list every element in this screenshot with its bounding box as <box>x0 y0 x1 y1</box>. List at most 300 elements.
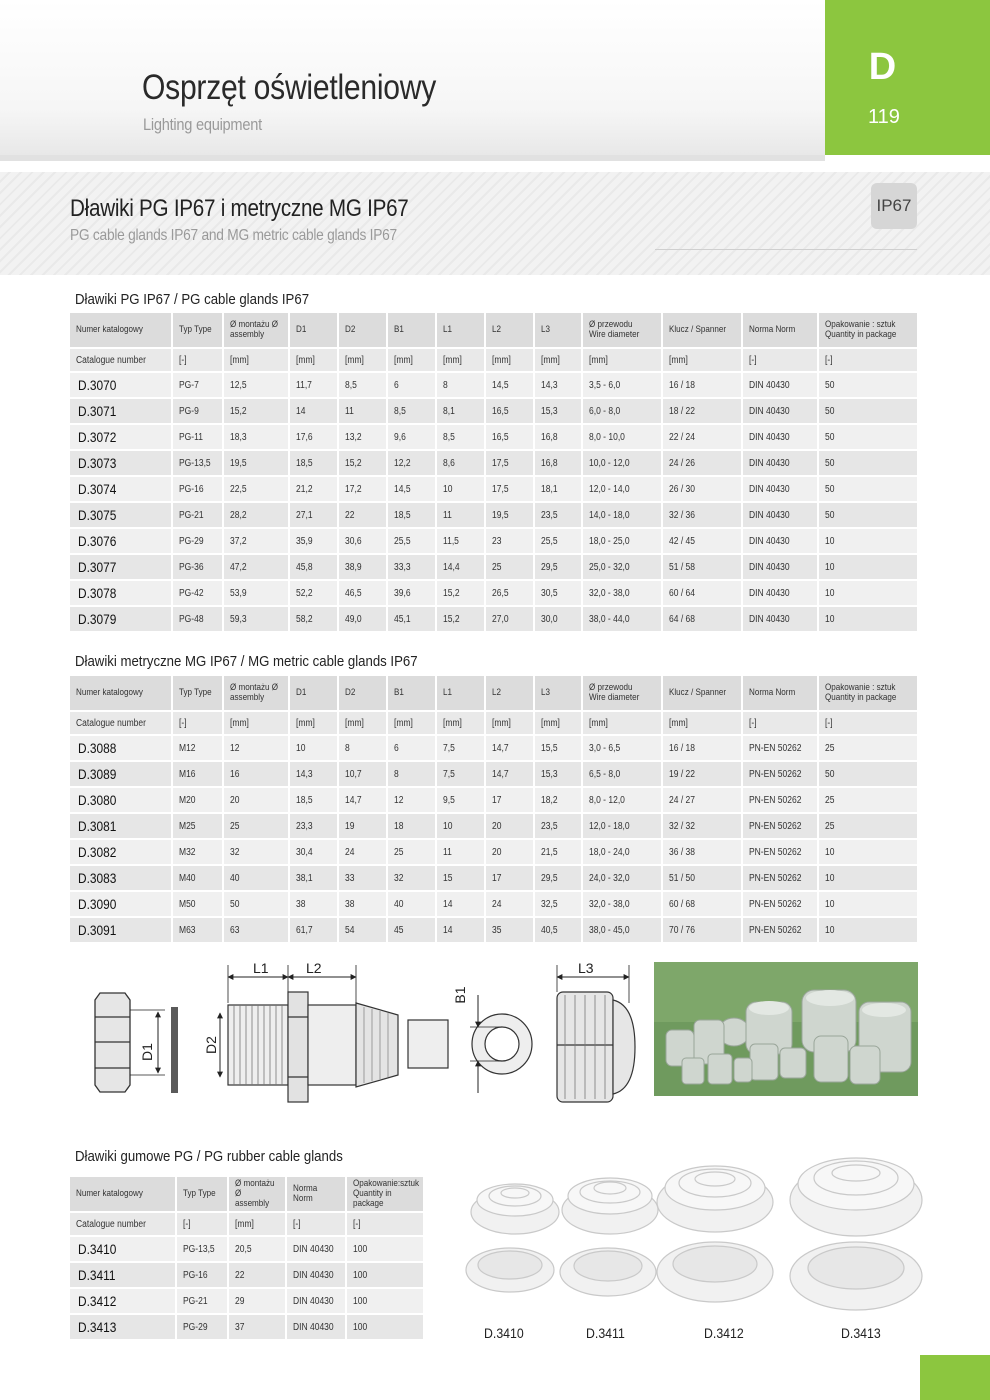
table-cell-text: 25,0 - 32,0 <box>589 561 630 573</box>
table-cell <box>436 450 485 476</box>
table-cell-text: 50 <box>825 431 835 443</box>
table-cell <box>582 761 662 787</box>
table-cell <box>436 580 485 606</box>
table-cell-text: 30,5 <box>541 587 558 599</box>
unit-cell-text: [-] <box>183 1218 191 1230</box>
table-cell <box>223 450 289 476</box>
table-cell <box>485 580 534 606</box>
table-cell <box>223 761 289 787</box>
unit-cell <box>228 1212 286 1236</box>
table-cell <box>223 398 289 424</box>
column-header <box>70 313 172 348</box>
table-cell <box>289 735 338 761</box>
table-cell <box>534 450 582 476</box>
table-cell <box>172 787 223 813</box>
table-cell <box>818 502 918 528</box>
table-cell <box>742 813 818 839</box>
table-cell <box>582 476 662 502</box>
table-cell <box>582 424 662 450</box>
table-cell-text: 39,6 <box>394 587 411 599</box>
table-row <box>70 450 918 476</box>
table-cell <box>172 502 223 528</box>
table-cell-text: 50 <box>825 483 835 495</box>
column-header-text: Numer katalogowy <box>76 324 143 335</box>
table-cell <box>818 580 918 606</box>
table-cell-text: 26,5 <box>492 587 509 599</box>
table-cell <box>582 398 662 424</box>
table-cell <box>346 1288 424 1314</box>
table-cell-text: 38 <box>296 898 306 910</box>
unit-cell-text: [-] <box>749 717 757 729</box>
table-cell <box>223 735 289 761</box>
table-cell <box>223 528 289 554</box>
catalogue-number <box>70 424 172 450</box>
unit-cell <box>289 348 338 372</box>
catalogue-number <box>70 761 172 787</box>
table-cell <box>387 502 436 528</box>
table-cell-text: 11 <box>443 509 452 521</box>
table-cell <box>742 528 818 554</box>
table-cell-text: 10 <box>825 613 835 625</box>
column-header <box>387 676 436 711</box>
table-cell-text: 45 <box>394 924 404 936</box>
table-cell-text: 12,0 - 18,0 <box>589 820 630 832</box>
table-cell <box>172 735 223 761</box>
table-cell-text: 12 <box>394 794 404 806</box>
catalogue-number-text: D.3412 <box>78 1293 117 1309</box>
table-cell <box>662 372 742 398</box>
unit-cell-text: [mm] <box>492 354 511 366</box>
table-cell-text: 19 <box>345 820 355 832</box>
table-cell-text: 23,5 <box>541 820 558 832</box>
catalogue-number-text: D.3091 <box>78 922 117 938</box>
table-cell-text: PG-11 <box>179 431 203 443</box>
table-cell-text: 14,5 <box>492 379 509 391</box>
table-cell <box>387 424 436 450</box>
table-cell <box>223 424 289 450</box>
table-row <box>70 372 918 398</box>
table-cell <box>818 398 918 424</box>
table-cell-text: 15,2 <box>345 457 362 469</box>
table-header-row <box>70 676 918 711</box>
column-header <box>172 313 223 348</box>
catalogue-number <box>70 1236 176 1262</box>
table-cell-text: 16,5 <box>492 431 509 443</box>
table-cell <box>818 528 918 554</box>
table-cell <box>582 372 662 398</box>
table-cell <box>485 372 534 398</box>
table-cell <box>662 606 742 632</box>
table-cell <box>436 528 485 554</box>
column-header-text: L2 <box>492 324 501 335</box>
unit-cell <box>582 711 662 735</box>
table-cell-text: 18 / 22 <box>669 405 696 417</box>
unit-cell-text: [mm] <box>345 717 364 729</box>
unit-cell <box>534 348 582 372</box>
table-cell <box>534 839 582 865</box>
unit-cell-text: [mm] <box>541 354 560 366</box>
table-cell-text: 38,1 <box>296 872 313 884</box>
table-cell-text: M40 <box>179 872 196 884</box>
catalogue-number-text: D.3078 <box>78 585 117 601</box>
table-cell <box>172 372 223 398</box>
table-cell-text: 14,3 <box>296 768 313 780</box>
page-number: 119 <box>868 106 900 128</box>
table-cell <box>534 891 582 917</box>
table-cell <box>338 839 387 865</box>
table-cell <box>818 891 918 917</box>
table-cell <box>289 606 338 632</box>
table-cell-text: 25 <box>825 794 835 806</box>
unit-cell-text: Catalogue number <box>76 1218 146 1230</box>
table-cell <box>818 839 918 865</box>
table-cell-text: 21,2 <box>296 483 313 495</box>
table-cell <box>387 450 436 476</box>
table-cell-text: DIN 40430 <box>293 1269 334 1281</box>
table-cell <box>742 839 818 865</box>
table-row <box>70 813 918 839</box>
table-cell <box>223 917 289 943</box>
table-cell <box>662 502 742 528</box>
table-cell <box>742 372 818 398</box>
table-cell <box>534 735 582 761</box>
table-unit-row <box>70 348 918 372</box>
table-cell-text: 37,2 <box>230 535 247 547</box>
table-cell-text: 42 / 45 <box>669 535 696 547</box>
catalogue-number-text: D.3076 <box>78 533 117 549</box>
column-header <box>176 1177 228 1212</box>
table-cell <box>662 476 742 502</box>
unit-cell-text: [-] <box>179 354 187 366</box>
catalogue-number <box>70 891 172 917</box>
section-subtitle: PG cable glands IP67 and MG metric cable glands IP67 <box>70 227 397 244</box>
table-row <box>70 502 918 528</box>
table-cell-text: 32 / 32 <box>669 820 696 832</box>
table-cell-text: DIN 40430 <box>749 457 790 469</box>
table-cell <box>662 761 742 787</box>
table-cell <box>582 580 662 606</box>
unit-cell-text: [mm] <box>492 717 511 729</box>
table-cell <box>289 372 338 398</box>
table-cell-text: 3,0 - 6,5 <box>589 742 621 754</box>
table-cell <box>742 554 818 580</box>
ip67-badge: IP67 <box>871 183 917 229</box>
table-cell-text: 25 <box>825 742 835 754</box>
table-cell-text: 18,1 <box>541 483 558 495</box>
unit-cell <box>286 1212 346 1236</box>
table-cell-text: 27,1 <box>296 509 313 521</box>
table-cell <box>818 476 918 502</box>
table-cell-text: PN-EN 50262 <box>749 742 802 754</box>
table-cell <box>662 839 742 865</box>
catalogue-number-text: D.3081 <box>78 818 117 834</box>
table-cell-text: 7,5 <box>443 742 455 754</box>
header-divider <box>0 155 825 161</box>
table-cell <box>289 813 338 839</box>
unit-cell-text: Catalogue number <box>76 354 146 366</box>
catalogue-number-text: D.3075 <box>78 507 117 523</box>
table-cell <box>172 398 223 424</box>
table-cell-text: 17,6 <box>296 431 313 443</box>
table-cell-text: 40,5 <box>541 924 558 936</box>
table-cell-text: PG-21 <box>179 509 204 521</box>
table-cell <box>176 1288 228 1314</box>
table-cell <box>346 1314 424 1340</box>
table-cell-text: DIN 40430 <box>749 613 790 625</box>
technical-drawing <box>70 955 650 1105</box>
catalogue-number <box>70 839 172 865</box>
catalogue-number-text: D.3088 <box>78 740 117 756</box>
table-cell-text: 23,3 <box>296 820 313 832</box>
table-cell <box>534 787 582 813</box>
table-cell <box>387 554 436 580</box>
table-cell-text: DIN 40430 <box>293 1295 334 1307</box>
table-cell-text: 15,2 <box>443 613 460 625</box>
table-row <box>70 1288 424 1314</box>
catalogue-number-text: D.3083 <box>78 870 117 886</box>
unit-cell-text: [-] <box>353 1218 361 1230</box>
table-cell <box>387 606 436 632</box>
rubber-table-title: Dławiki gumowe PG / PG rubber cable glands <box>75 1148 343 1165</box>
unit-cell <box>172 348 223 372</box>
table-cell-text: 10 <box>825 898 835 910</box>
table-cell-text: 32,5 <box>541 898 558 910</box>
table-cell <box>485 761 534 787</box>
table-cell <box>289 398 338 424</box>
table-cell <box>338 554 387 580</box>
table-cell-text: M16 <box>179 768 196 780</box>
unit-cell <box>742 348 818 372</box>
table-cell <box>662 865 742 891</box>
table-cell-text: 60 / 64 <box>669 587 696 599</box>
table-cell <box>485 865 534 891</box>
table-cell-text: DIN 40430 <box>749 379 790 391</box>
table-cell-text: 23 <box>492 535 502 547</box>
table-cell-text: 10 <box>825 924 835 936</box>
table-cell <box>176 1236 228 1262</box>
table-cell-text: 50 <box>825 509 835 521</box>
table-cell <box>387 476 436 502</box>
table-cell-text: PG-29 <box>183 1321 208 1333</box>
table-cell <box>223 580 289 606</box>
table-cell-text: 50 <box>230 898 240 910</box>
table-cell <box>818 372 918 398</box>
catalogue-number <box>70 606 172 632</box>
unit-cell <box>387 711 436 735</box>
section-title: Dławiki PG IP67 i metryczne MG IP67 <box>70 195 409 222</box>
unit-cell-text: [mm] <box>669 717 688 729</box>
table-cell-text: 25 <box>394 846 404 858</box>
table-cell <box>338 865 387 891</box>
table-cell <box>436 424 485 450</box>
table-cell <box>436 865 485 891</box>
catalogue-number <box>70 735 172 761</box>
table-cell-text: PG-13,5 <box>183 1243 215 1255</box>
table-cell <box>662 554 742 580</box>
table-cell-text: 30,0 <box>541 613 558 625</box>
table-cell-text: 24 <box>345 846 355 858</box>
table-cell <box>387 787 436 813</box>
table-cell-text: 13,2 <box>345 431 362 443</box>
nut-side-view <box>95 993 130 1092</box>
table-cell <box>172 917 223 943</box>
table-cell-text: M32 <box>179 846 196 858</box>
table-cell-text: 10 <box>443 483 453 495</box>
column-header <box>172 676 223 711</box>
table-cell <box>289 761 338 787</box>
table-cell <box>534 554 582 580</box>
catalogue-number <box>70 476 172 502</box>
table-cell <box>387 528 436 554</box>
column-header-text: Ø montażu Ø assembly <box>230 319 279 340</box>
table-cell-text: 45,1 <box>394 613 411 625</box>
table-row <box>70 917 918 943</box>
column-header <box>70 676 172 711</box>
seal-insert-view <box>408 1014 532 1074</box>
unit-cell <box>176 1212 228 1236</box>
table-cell-text: 14 <box>296 405 306 417</box>
unit-cell-text: [-] <box>825 717 833 729</box>
unit-cell <box>346 1212 424 1236</box>
table-cell <box>742 606 818 632</box>
catalogue-number <box>70 813 172 839</box>
unit-cell-text: [-] <box>293 1218 301 1230</box>
table-cell-text: 14,0 - 18,0 <box>589 509 630 521</box>
table-cell-text: 21,5 <box>541 846 558 858</box>
table-cell-text: 14,4 <box>443 561 460 573</box>
table-cell-text: 12,0 - 14,0 <box>589 483 630 495</box>
table-cell <box>338 606 387 632</box>
table-cell <box>662 424 742 450</box>
table-cell <box>387 398 436 424</box>
gland-side-view <box>228 992 398 1102</box>
table-cell <box>742 787 818 813</box>
table-cell <box>338 398 387 424</box>
catalogue-number-text: D.3074 <box>78 481 117 497</box>
unit-cell-text: [mm] <box>394 354 413 366</box>
column-header <box>534 676 582 711</box>
table-cell-text: 19,5 <box>492 509 509 521</box>
unit-cell <box>485 348 534 372</box>
table-cell-text: 15 <box>443 872 453 884</box>
table-cell <box>742 891 818 917</box>
dim-d1-label: D1 <box>139 1043 155 1061</box>
column-header-text: Numer katalogowy <box>76 1188 143 1199</box>
column-header <box>818 676 918 711</box>
table-cell <box>172 554 223 580</box>
table-cell <box>338 580 387 606</box>
column-header <box>228 1177 286 1212</box>
table-cell <box>223 891 289 917</box>
column-header-text: B1 <box>394 687 404 698</box>
table-cell-text: 15,5 <box>541 742 558 754</box>
pg-glands-table <box>70 313 919 633</box>
table-cell-text: 16,8 <box>541 457 558 469</box>
column-header <box>485 676 534 711</box>
table-cell-text: 24 / 27 <box>669 794 696 806</box>
unit-cell <box>582 348 662 372</box>
dim-l3-label: L3 <box>578 960 594 976</box>
table-cell-text: 33,3 <box>394 561 411 573</box>
table-cell <box>223 502 289 528</box>
table-cell-text: 70 / 76 <box>669 924 696 936</box>
table-row <box>70 554 918 580</box>
table-cell <box>286 1262 346 1288</box>
unit-cell <box>818 348 918 372</box>
table-cell <box>534 580 582 606</box>
table-cell <box>436 787 485 813</box>
table-cell-text: PG-42 <box>179 587 204 599</box>
table-cell <box>338 813 387 839</box>
column-header-text: Ø montażu Ø assembly <box>230 682 279 703</box>
table-cell-text: 16,8 <box>541 431 558 443</box>
table-cell <box>223 372 289 398</box>
table-cell-text: 12 <box>230 742 240 754</box>
catalogue-number-text: D.3090 <box>78 896 117 912</box>
table-cell-text: 17,2 <box>345 483 362 495</box>
column-header-text: L1 <box>443 324 452 335</box>
table-cell <box>436 813 485 839</box>
catalogue-number-text: D.3070 <box>78 377 117 393</box>
table-cell <box>172 528 223 554</box>
table-cell <box>436 891 485 917</box>
table-cell-text: 14,7 <box>492 768 509 780</box>
column-header <box>286 1177 346 1212</box>
table-cell-text: 35,9 <box>296 535 313 547</box>
column-header-text: L2 <box>492 687 501 698</box>
rubber-caption: D.3413 <box>841 1325 881 1341</box>
dim-b1-label: B1 <box>452 986 468 1004</box>
column-header <box>534 313 582 348</box>
table-cell <box>582 787 662 813</box>
column-header-text: D2 <box>345 687 356 698</box>
unit-cell-text: [mm] <box>230 717 249 729</box>
table-cell <box>223 554 289 580</box>
table-cell-text: 6,0 - 8,0 <box>589 405 621 417</box>
unit-cell <box>534 711 582 735</box>
column-header <box>223 313 289 348</box>
table-cell-text: 36 / 38 <box>669 846 696 858</box>
table-cell-text: 26 / 30 <box>669 483 696 495</box>
table-cell <box>436 917 485 943</box>
table-cell <box>286 1288 346 1314</box>
catalogue-number-text: D.3080 <box>78 792 117 808</box>
table-cell-text: 32 <box>394 872 404 884</box>
table-cell <box>818 917 918 943</box>
catalogue-number <box>70 1288 176 1314</box>
table-cell-text: 20 <box>492 846 502 858</box>
table-cell <box>534 398 582 424</box>
table-cell <box>338 372 387 398</box>
catalogue-number-text: D.3413 <box>78 1319 117 1335</box>
table-cell-text: PG-16 <box>179 483 204 495</box>
unit-cell <box>223 711 289 735</box>
column-header <box>582 313 662 348</box>
table-cell <box>436 606 485 632</box>
table-cell <box>582 865 662 891</box>
unit-cell-text: [-] <box>749 354 757 366</box>
table-cell <box>662 813 742 839</box>
catalogue-number-text: D.3079 <box>78 611 117 627</box>
unit-cell-text: [-] <box>179 717 187 729</box>
column-header-text: Opakowanie:sztuk Quantity in package <box>353 1178 419 1209</box>
column-header-text: Norma Norm <box>293 1183 318 1204</box>
table-cell-text: DIN 40430 <box>749 561 790 573</box>
catalogue-number <box>70 398 172 424</box>
column-header <box>338 676 387 711</box>
table-cell <box>818 865 918 891</box>
table-cell-text: M20 <box>179 794 196 806</box>
